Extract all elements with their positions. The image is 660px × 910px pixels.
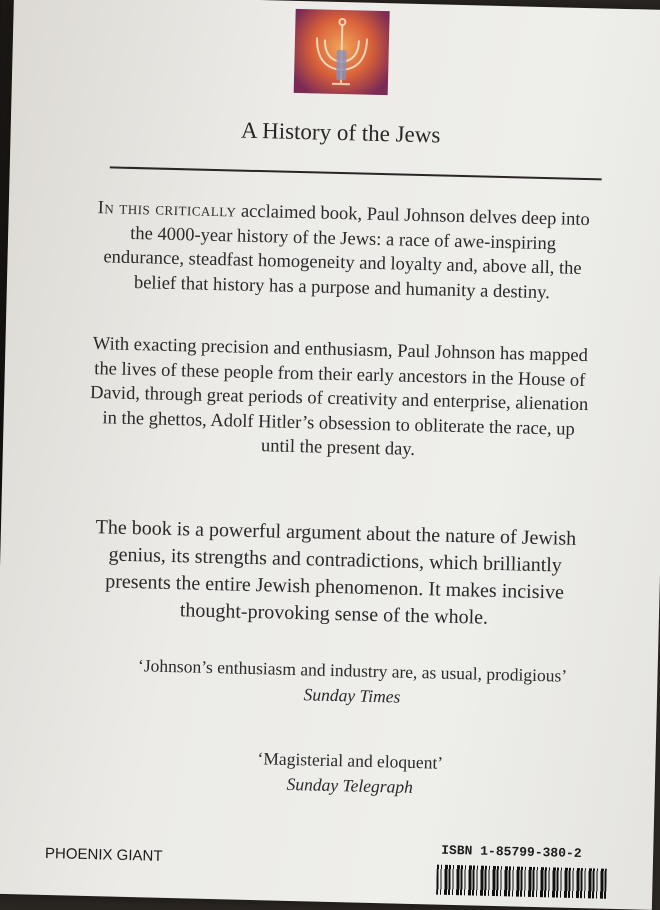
review-quote-2-source: Sunday Telegraph [286, 773, 414, 797]
blurb-paragraph-3: The book is a powerful argument about the nature of Jewish genius, its strengths and contradictions, which brilliantly presents the entire Jewish phenomenon. It makes incisive thought-provoking sense of the whole. [95, 516, 577, 629]
blurb-paragraph-2: With exacting precision and enthusiasm, Paul Johnson has mapped the lives of these people from their early ancestors in the House of David, through great periods of creativity and enterprise, alienation in the ghettos, Adolf Hitler’s obsession to obliterate the race, up until the present day. [89, 334, 589, 460]
barcode [436, 865, 607, 899]
blurb-paragraph-1-text: acclaimed book, Paul Johnson delves deep into the 4000-year history of the Jews: a race of awe-inspiring endurance, steadfast homogeneity and loyalty and, above all, the belief that history has a purpose and humanity a destiny. [103, 201, 590, 303]
blurb-paragraph-1 [87, 196, 599, 306]
publisher-imprint: PHOENIX GIANT [44, 845, 163, 865]
isbn-number: ISBN 1-85799-380-2 [441, 842, 582, 862]
review-quote-2 [55, 741, 646, 805]
review-quote-1 [57, 651, 648, 715]
title-divider [110, 166, 602, 180]
blurb-lead-in: In this critically [97, 198, 237, 222]
review-quote-2-text: ‘Magisterial and eloquent’ [257, 748, 444, 773]
review-quote-1-text: ‘Johnson’s enthusiasm and industry are, as usual, prodigious’ [137, 655, 568, 686]
menorah-emblem-icon [294, 9, 390, 95]
book-title: A History of the Jews [240, 117, 441, 148]
review-quote-1-source: Sunday Times [303, 684, 401, 707]
